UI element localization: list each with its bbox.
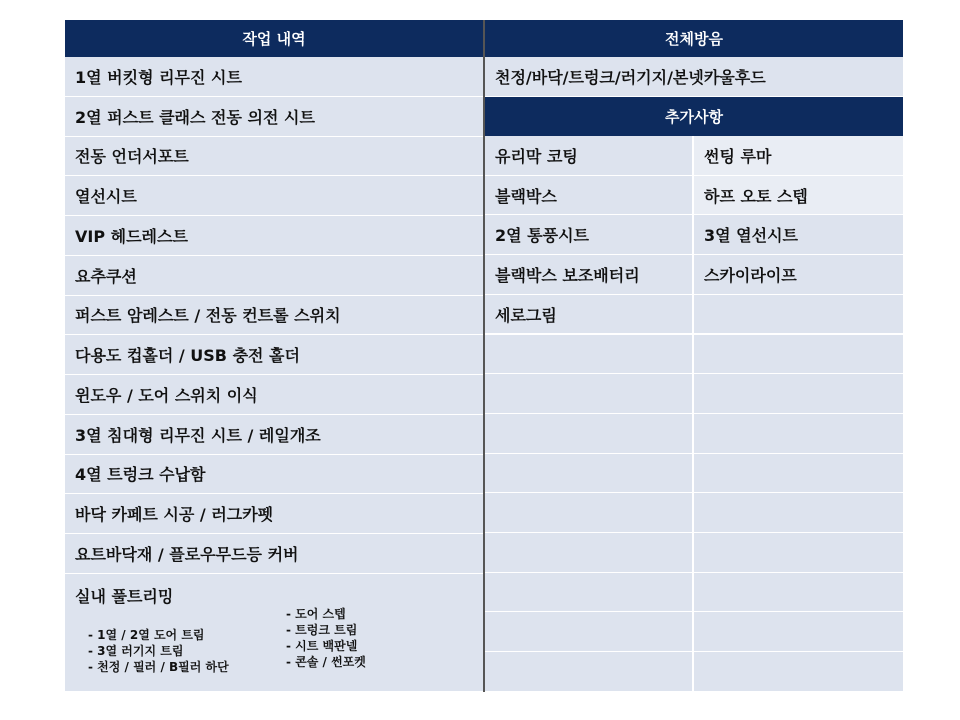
extras-cell <box>485 533 692 573</box>
extras-cell <box>485 652 692 692</box>
extras-cell <box>485 573 692 613</box>
extras-cell <box>485 335 692 375</box>
extras-cell: 블랙박스 <box>485 176 692 216</box>
extras-cell <box>485 374 692 414</box>
extras-cell <box>694 493 903 533</box>
extras-divider <box>692 136 694 692</box>
work-item: 4열 트렁크 수납함 <box>65 455 483 495</box>
extras-cell <box>485 493 692 533</box>
trim-item: - 천정 / 필러 / B필러 하단 <box>88 660 229 674</box>
soundproof-header: 전체방음 <box>485 20 903 57</box>
trim-item: - 시트 백판넬 <box>286 639 358 653</box>
extras-cell <box>485 612 692 652</box>
trim-list-1 <box>88 627 229 675</box>
extras-cell: 세로그림 <box>485 295 692 335</box>
trim-item: - 도어 스텝 <box>286 607 346 621</box>
extras-cell <box>694 533 903 573</box>
column-divider <box>483 20 485 692</box>
work-item: 바닥 카페트 시공 / 러그카펫 <box>65 494 483 534</box>
extras-cell <box>694 454 903 494</box>
extras-cell <box>485 454 692 494</box>
extras-cell: 블랙박스 보조배터리 <box>485 255 692 295</box>
work-item: VIP 헤드레스트 <box>65 216 483 256</box>
work-item: 퍼스트 암레스트 / 전동 컨트롤 스위치 <box>65 296 483 336</box>
extras-cell <box>694 573 903 613</box>
extras-cell: 유리막 코팅 <box>485 136 692 176</box>
extras-cell <box>694 612 903 652</box>
trim-item: - 3열 러기지 트림 <box>88 644 184 658</box>
work-item: 3열 침대형 리무진 시트 / 레일개조 <box>65 415 483 455</box>
extras-cell <box>694 652 903 692</box>
extras-cell <box>485 414 692 454</box>
soundproof-value: 천정/바닥/트렁크/러기지/본넷카울후드 <box>485 57 903 97</box>
extras-cell <box>694 295 903 335</box>
trim-item: - 1열 / 2열 도어 트림 <box>88 628 205 642</box>
work-history-header: 작업 내역 <box>65 20 483 57</box>
extras-cell <box>694 414 903 454</box>
extras-cell <box>694 374 903 414</box>
trim-item: - 콘솔 / 썬포켓 <box>286 655 366 669</box>
extras-header: 추가사항 <box>485 97 903 136</box>
work-item: 1열 버킷형 리무진 시트 <box>65 57 483 97</box>
extras-cell: 하프 오토 스텝 <box>694 176 903 216</box>
work-item: 요추쿠션 <box>65 256 483 296</box>
work-item: 전동 언더서포트 <box>65 137 483 177</box>
interior-full-trim-label: 실내 풀트리밍 <box>75 587 174 606</box>
work-item: 요트바닥재 / 플로우무드등 커버 <box>65 534 483 574</box>
work-item: 2열 퍼스트 클래스 전동 의전 시트 <box>65 97 483 137</box>
work-item: 열선시트 <box>65 176 483 216</box>
trim-item: - 트렁크 트림 <box>286 623 358 637</box>
extras-cell: 스카이라이프 <box>694 255 903 295</box>
extras-cell: 썬팅 루마 <box>694 136 903 176</box>
extras-cell: 2열 통풍시트 <box>485 215 692 255</box>
work-item: 다용도 컵홀더 / USB 충전 홀더 <box>65 335 483 375</box>
extras-cell <box>694 335 903 375</box>
extras-cell: 3열 열선시트 <box>694 215 903 255</box>
trim-list-2 <box>286 606 366 670</box>
work-item: 윈도우 / 도어 스위치 이식 <box>65 375 483 415</box>
